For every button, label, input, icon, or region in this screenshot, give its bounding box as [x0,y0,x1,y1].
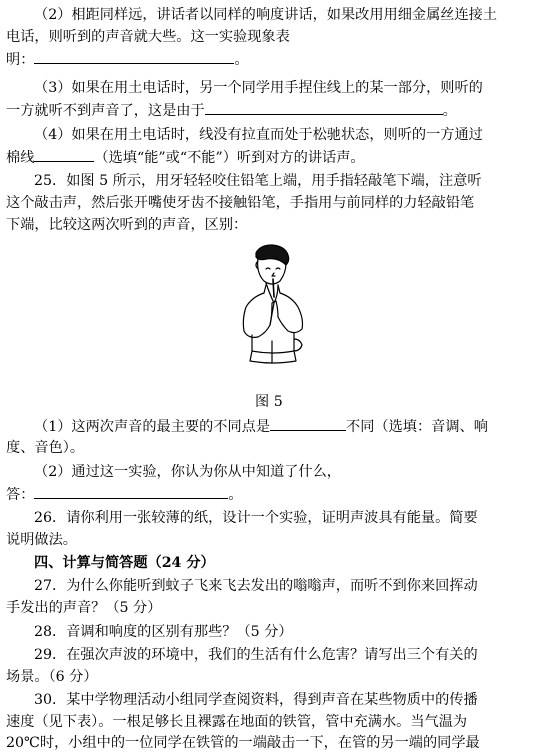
text-line [6,484,243,505]
text-line: 20℃时，小组中的一位同学在铁管的一端敲击一下，在管的另一端的同学最 [6,735,480,751]
answer-blank[interactable] [34,49,234,64]
text-line [6,147,365,168]
text-line: （2）通过这一实验，你认为你从中知道了什么， [34,464,341,480]
text-segment: 明： [6,52,35,68]
text-line: 28．音调和响度的区别有那些？（5 分） [34,624,293,640]
text-segment: （1）这两次声音的最主要的不同点是 [34,419,271,435]
text-segment: 一方就听不到声音了，这是由于 [6,103,205,119]
text-line: 速度（见下表）。一根足够长且裸露在地面的铁管，管中充满水。当气温为 [6,714,468,730]
text-line: 手发出的声音？（5 分） [6,600,162,616]
text-line: 下端，比较这两次听到的声音，区别： [6,217,248,233]
text-line [6,49,249,70]
text-line: 度、音色）。 [6,440,85,456]
answer-blank[interactable] [34,484,228,499]
text-line: 25．如图 5 所示，用牙轻轻咬住铅笔上端，用手指轻敲笔下端，注意听 [34,173,482,189]
text-line [34,416,488,437]
answer-blank[interactable] [34,147,94,162]
text-segment: 棉线 [6,150,35,166]
boy-biting-pencil-illustration [222,243,322,383]
text-segment: （选填“能”或“不能”）听到对方的讲话声。 [94,150,365,166]
text-line [6,100,457,121]
text-line: 这个敲击声，然后张开嘴使牙齿不接触铅笔，手指用与前同样的力轻敲铅笔 [6,195,475,211]
text-line: 30．某中学物理活动小组同学查阅资料，得到声音在某些物质中的传播 [34,692,478,708]
text-line: 电话，则听到的声音就大些。这一实验现象表 [6,29,290,45]
section-heading: 四、计算与简答题（24 分） [34,555,215,571]
text-segment: 。 [228,487,243,503]
text-line: 27．为什么你能听到蚊子飞来飞去发出的嗡嗡声，而听不到你来回挥动 [34,578,478,594]
text-line: 26．请你利用一张较薄的纸，设计一个实验，证明声波具有能量。简要 [34,510,478,526]
text-segment: 不同（选填：音调、响 [346,419,488,435]
text-segment: 。 [442,103,457,119]
text-line: 说明做法。 [6,532,77,548]
answer-blank[interactable] [205,100,443,115]
text-line: 29．在强次声波的环境中，我们的生活有什么危害？请写出三个有关的 [34,647,478,663]
answer-blank[interactable] [270,416,346,431]
text-segment: 。 [234,52,249,68]
text-line: （4）如果在用土电话时，线没有拉直而处于松驰状态，则听的一方通过 [34,127,483,143]
text-line: 场景。（6 分） [6,669,98,685]
text-segment: 答： [6,487,35,503]
text-line: （2）相距同样远，讲话者以同样的响度讲话，如果改用用细金属丝连接土 [34,7,498,23]
text-line: （3）如果在用土电话时，另一个同学用手捏住线上的某一部分，则听的 [34,80,483,96]
figure-caption: 图 5 [255,394,283,410]
